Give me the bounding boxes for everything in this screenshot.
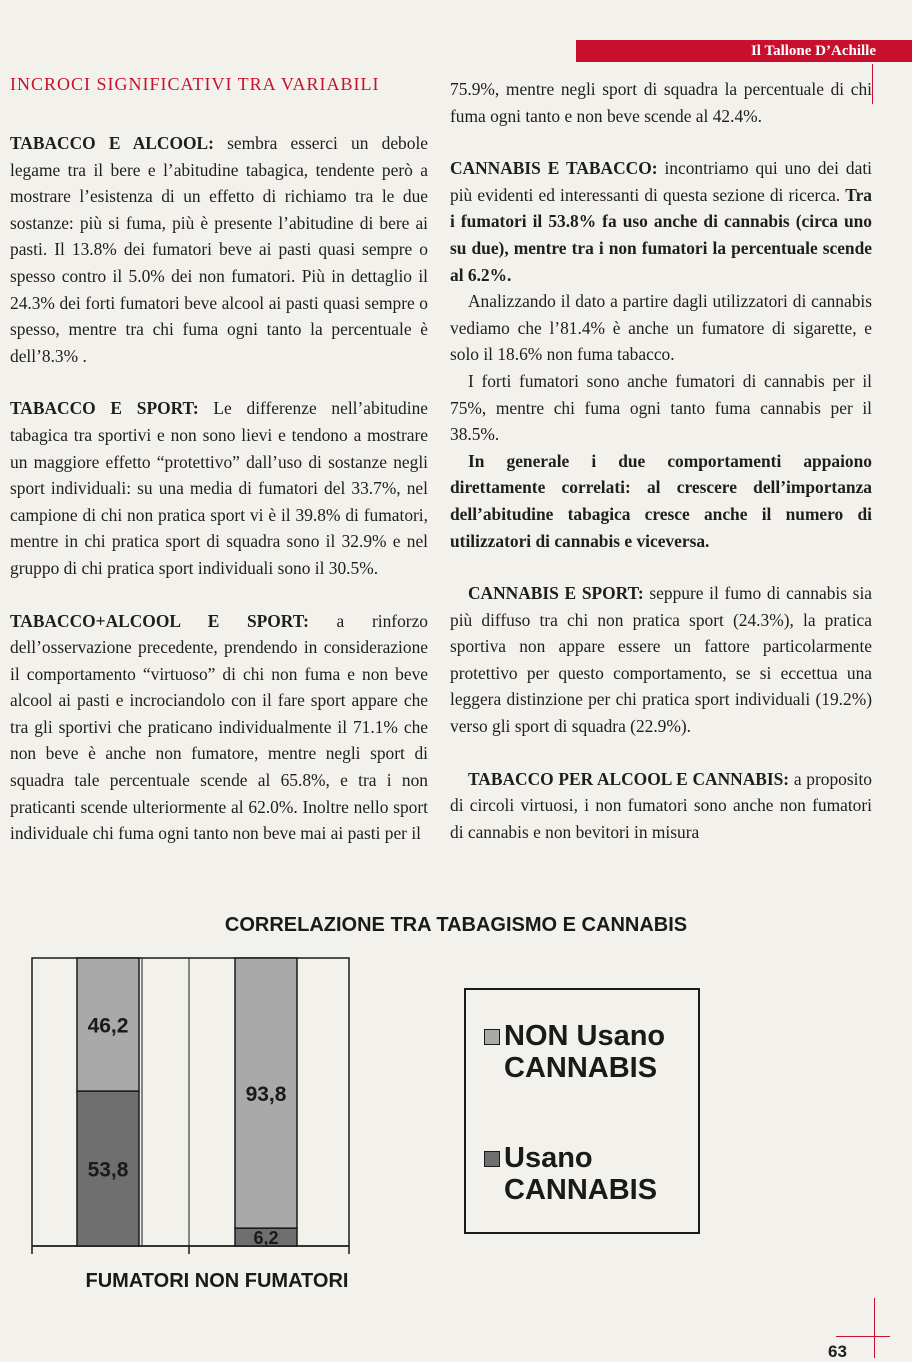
bold-cannabis-tabacco: Tra i fumatori il 53.8% fa uso anche di cannabis (circa uno su due), mentre tra i non fumatori la percentuale scende al 6.2%. xyxy=(450,184,872,285)
text-continuation: 75.9%, mentre negli sport di squadra la percentuale di chi fuma ogni tanto e non beve scende al 42.4%. xyxy=(450,79,872,126)
legend-label-non-usano-line2: CANNABIS xyxy=(504,1052,658,1084)
text-tabacco-alcool-cannabis: a proposito di circoli virtuosi, i non fumatori sono anche non fumatori di cannabis e non bevitori in misura xyxy=(450,768,872,842)
legend-swatch-non-usano xyxy=(484,1029,500,1045)
paragraph-cannabis-sport xyxy=(450,580,872,740)
data-label: 46,2 xyxy=(87,1014,129,1038)
lead-tabacco-sport: TABACCO E SPORT: xyxy=(10,398,199,419)
crop-mark-top-vertical xyxy=(872,64,873,104)
data-label: 93,8 xyxy=(245,1083,287,1107)
legend-item-usano xyxy=(504,1142,657,1206)
left-column xyxy=(10,130,428,847)
text-tabacco-alcool: sembra esserci un debole legame tra il bere e l’abitudine tabagica, tendente però a mostrare l’esistenza di un effetto di richiamo tra le due sostanze: più si fuma, più è presente l’abitudine di bere ai pasti. Il 13.8% dei fumatori beve ai pasti quasi sempre o spesso contro il 5.0% dei non fumatori. Più in dettaglio il 24.3% dei forti fumatori beve alcool ai pasti quasi sempre o spesso, mentre tra chi fuma ogni tanto la percentuale è dell’8.3% . xyxy=(10,133,428,366)
paragraph-tabacco-sport xyxy=(10,395,428,581)
paragraph-analisi-utilizzatori xyxy=(450,288,872,368)
legend-label-usano-line1: Usano xyxy=(504,1142,593,1174)
text-analisi-utilizzatori: Analizzando il dato a partire dagli utilizzatori di cannabis vediamo che l’81.4% è anche un fumatore di sigarette, e solo il 18.6% non fuma tabacco. xyxy=(450,291,872,365)
text-tabacco-alcool-sport: a rinforzo dell’osservazione precedente, prendendo in considerazione il comportamento “virtuoso” di chi non fuma e non beve alcool ai pasti e incrociandolo con il fare sport appare che tra gli sportivi che praticano individualmente il 71.1% che non beve è anche non fumatore, mentre negli sport di squadra tale percentuale scende al 65.8%, e tra i non praticanti scende ulteriormente al 62.0%. Inoltre nello sport individuale chi fuma ogni tanto non beve mai ai pasti per il xyxy=(10,610,428,844)
legend-label-non-usano-line1: NON Usano xyxy=(504,1020,666,1052)
paragraph-tabacco-alcool xyxy=(10,130,428,369)
stacked-bar-chart xyxy=(0,950,440,1300)
text-cannabis-tabacco: incontriamo qui uno dei dati più evidenti ed interessanti di questa sezione di ricerca. xyxy=(450,158,872,205)
lead-tabacco-alcool-sport: TABACCO+ALCOOL E SPORT: xyxy=(10,610,309,631)
chart-legend xyxy=(464,988,700,1234)
text-tabacco-sport: Le differenze nell’abitudine tabagica tra sportivi e non sono lievi e tendono a mostrare un maggiore effetto “protettivo” dall’uso di sostanze negli sport individuali: su una media di fumatori del 33.7%, nel campione di chi non pratica sport vi è il 39.8% di fumatori, mentre in chi pratica sport di squadra sono il 32.9% e nel gruppo di chi pratica sport individuali sono il 30.5%. xyxy=(10,398,428,578)
data-label: 53,8 xyxy=(87,1158,129,1182)
crop-mark-bottom-vertical xyxy=(874,1298,875,1358)
bold-in-generale: In generale i due comportamenti appaiono direttamente correlati: al crescere dell’importanza dell’abitudine tabagica cresce anche il numero di utilizzatori di cannabis e viceversa. xyxy=(450,450,872,551)
paragraph-in-generale xyxy=(450,448,872,554)
lead-cannabis-sport: CANNABIS E SPORT: xyxy=(468,583,644,604)
chart-title: CORRELAZIONE TRA TABAGISMO E CANNABIS xyxy=(224,914,688,936)
paragraph-tabacco-alcool-sport xyxy=(10,608,428,847)
lead-tabacco-alcool-cannabis: TABACCO PER ALCOOL E CANNABIS: xyxy=(468,768,790,789)
section-heading: INCROCI SIGNIFICATIVI TRA VARIABILI xyxy=(10,74,380,94)
legend-swatch-usano xyxy=(484,1151,500,1167)
lead-cannabis-tabacco: CANNABIS E TABACCO: xyxy=(450,158,658,179)
page-number: 63 xyxy=(828,1342,847,1361)
paragraph-tabacco-alcool-cannabis xyxy=(450,766,872,846)
text-forti-fumatori: I forti fumatori sono anche fumatori di cannabis per il 75%, mentre chi fuma ogni tanto fuma cannabis per il 38.5%. xyxy=(450,370,872,445)
paragraph-cannabis-tabacco xyxy=(450,155,872,288)
x-axis-label: FUMATORI NON FUMATORI xyxy=(85,1270,349,1292)
lead-tabacco-alcool: TABACCO E ALCOOL: xyxy=(10,133,214,153)
running-header: Il Tallone D’Achille xyxy=(576,40,912,62)
right-column xyxy=(450,76,872,845)
data-label: 6,2 xyxy=(253,1228,279,1248)
crop-mark-bottom-horizontal xyxy=(836,1336,890,1337)
legend-item-non-usano xyxy=(504,1020,665,1084)
paragraph-continuation xyxy=(450,76,872,129)
plot-area xyxy=(32,958,349,1254)
paragraph-forti-fumatori xyxy=(450,368,872,448)
text-cannabis-sport: seppure il fumo di cannabis sia più diffuso tra chi non pratica sport (24.3%), la pratica sportiva non appare essere un fattore particolarmente protettivo per questo comportamento, se si eccettua una leggera distinzione per chi pratica sport individuali (19.2%) verso gli sport di squadra (22.9%). xyxy=(450,583,873,737)
legend-label-usano-line2: CANNABIS xyxy=(504,1174,658,1206)
